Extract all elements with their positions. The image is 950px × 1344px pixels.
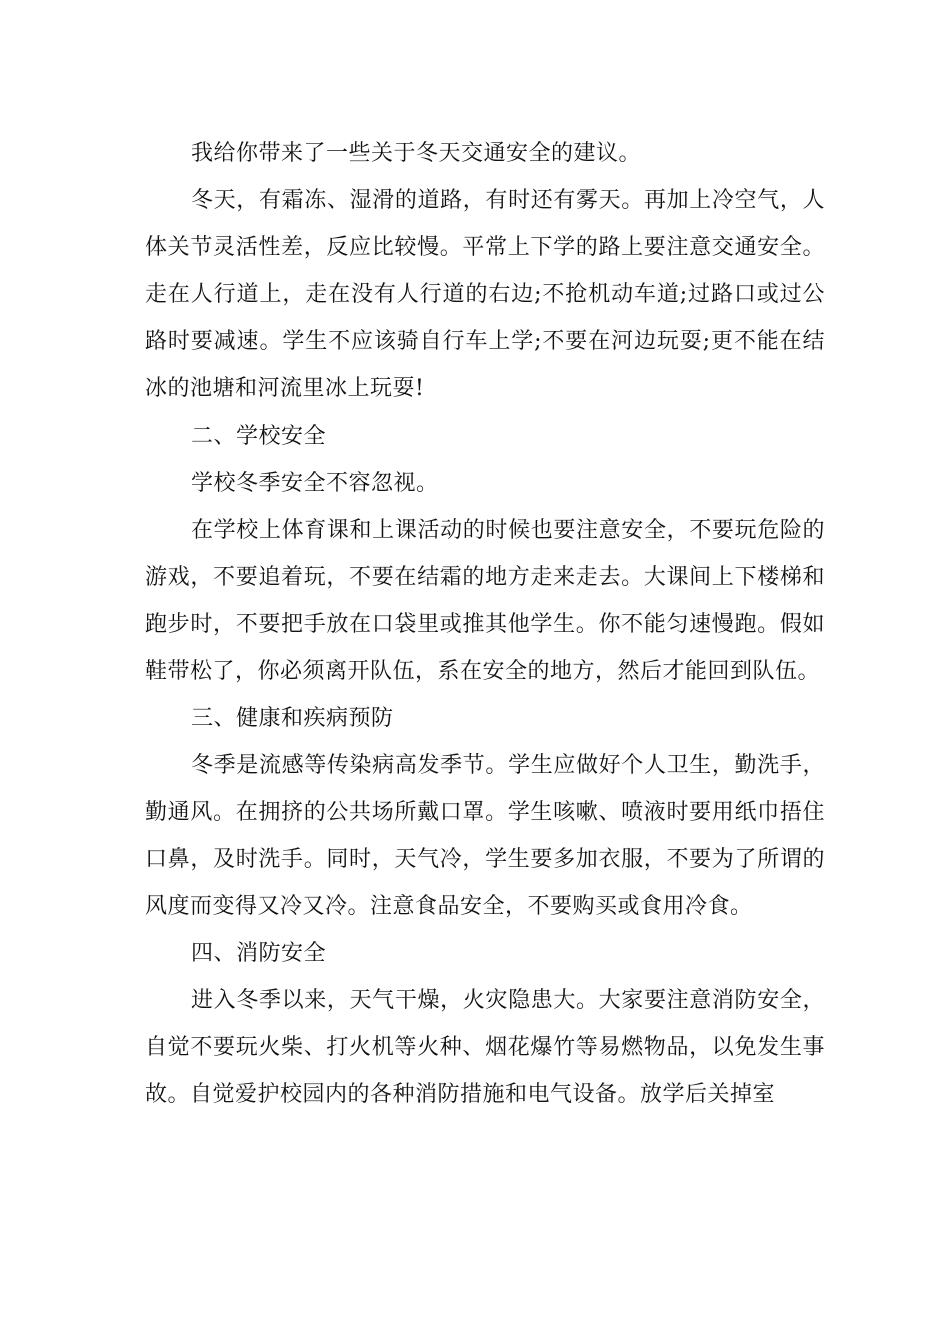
paragraph-traffic-safety: 冬天，有霜冻、湿滑的道路，有时还有雾天。再加上冷空气，人体关节灵活性差，反应比较慢。平常上下学的路上要注意交通安全。走在人行道上，走在没有人行道的右边;不抢机动车道;过路口或过公路时要减速。学生不应该骑自行车上学;不要在河边玩耍;更不能在结冰的池塘和河流里冰上玩耍! — [145, 188, 825, 402]
heading-school-safety: 二、学校安全 — [191, 423, 327, 449]
paragraph-health: 冬季是流感等传染病高发季节。学生应做好个人卫生，勤洗手，勤通风。在拥挤的公共场所戴口罩。学生咳嗽、喷液时要用纸巾捂住口鼻，及时洗手。同时，天气冷，学生要多加衣服，不要为了所谓的风度而变得又冷又冷。注意食品安全，不要购买或食用冷食。 — [145, 753, 825, 920]
paragraph-school-safety: 在学校上体育课和上课活动的时候也要注意安全，不要玩危险的游戏，不要追着玩，不要在结霜的地方走来走去。大课间上下楼梯和跑步时，不要把手放在口袋里或推其他学生。你不能匀速慢跑。假如鞋带松了，你必须离开队伍，系在安全的地方，然后才能回到队伍。 — [145, 517, 825, 684]
heading-health: 三、健康和疾病预防 — [191, 706, 394, 732]
paragraph-intro: 我给你带来了一些关于冬天交通安全的建议。 — [191, 141, 642, 166]
paragraph-fire-safety: 进入冬季以来，天气干燥，火灾隐患大。大家要注意消防安全，自觉不要玩火柴、打火机等火种、烟花爆竹等易燃物品，以免发生事故。自觉爱护校园内的各种消防措施和电气设备。放学后关掉室 — [145, 988, 825, 1108]
paragraph-school-intro: 学校冬季安全不容忽视。 — [191, 470, 439, 496]
document-page — [145, 130, 825, 1119]
heading-fire-safety: 四、消防安全 — [191, 941, 327, 967]
